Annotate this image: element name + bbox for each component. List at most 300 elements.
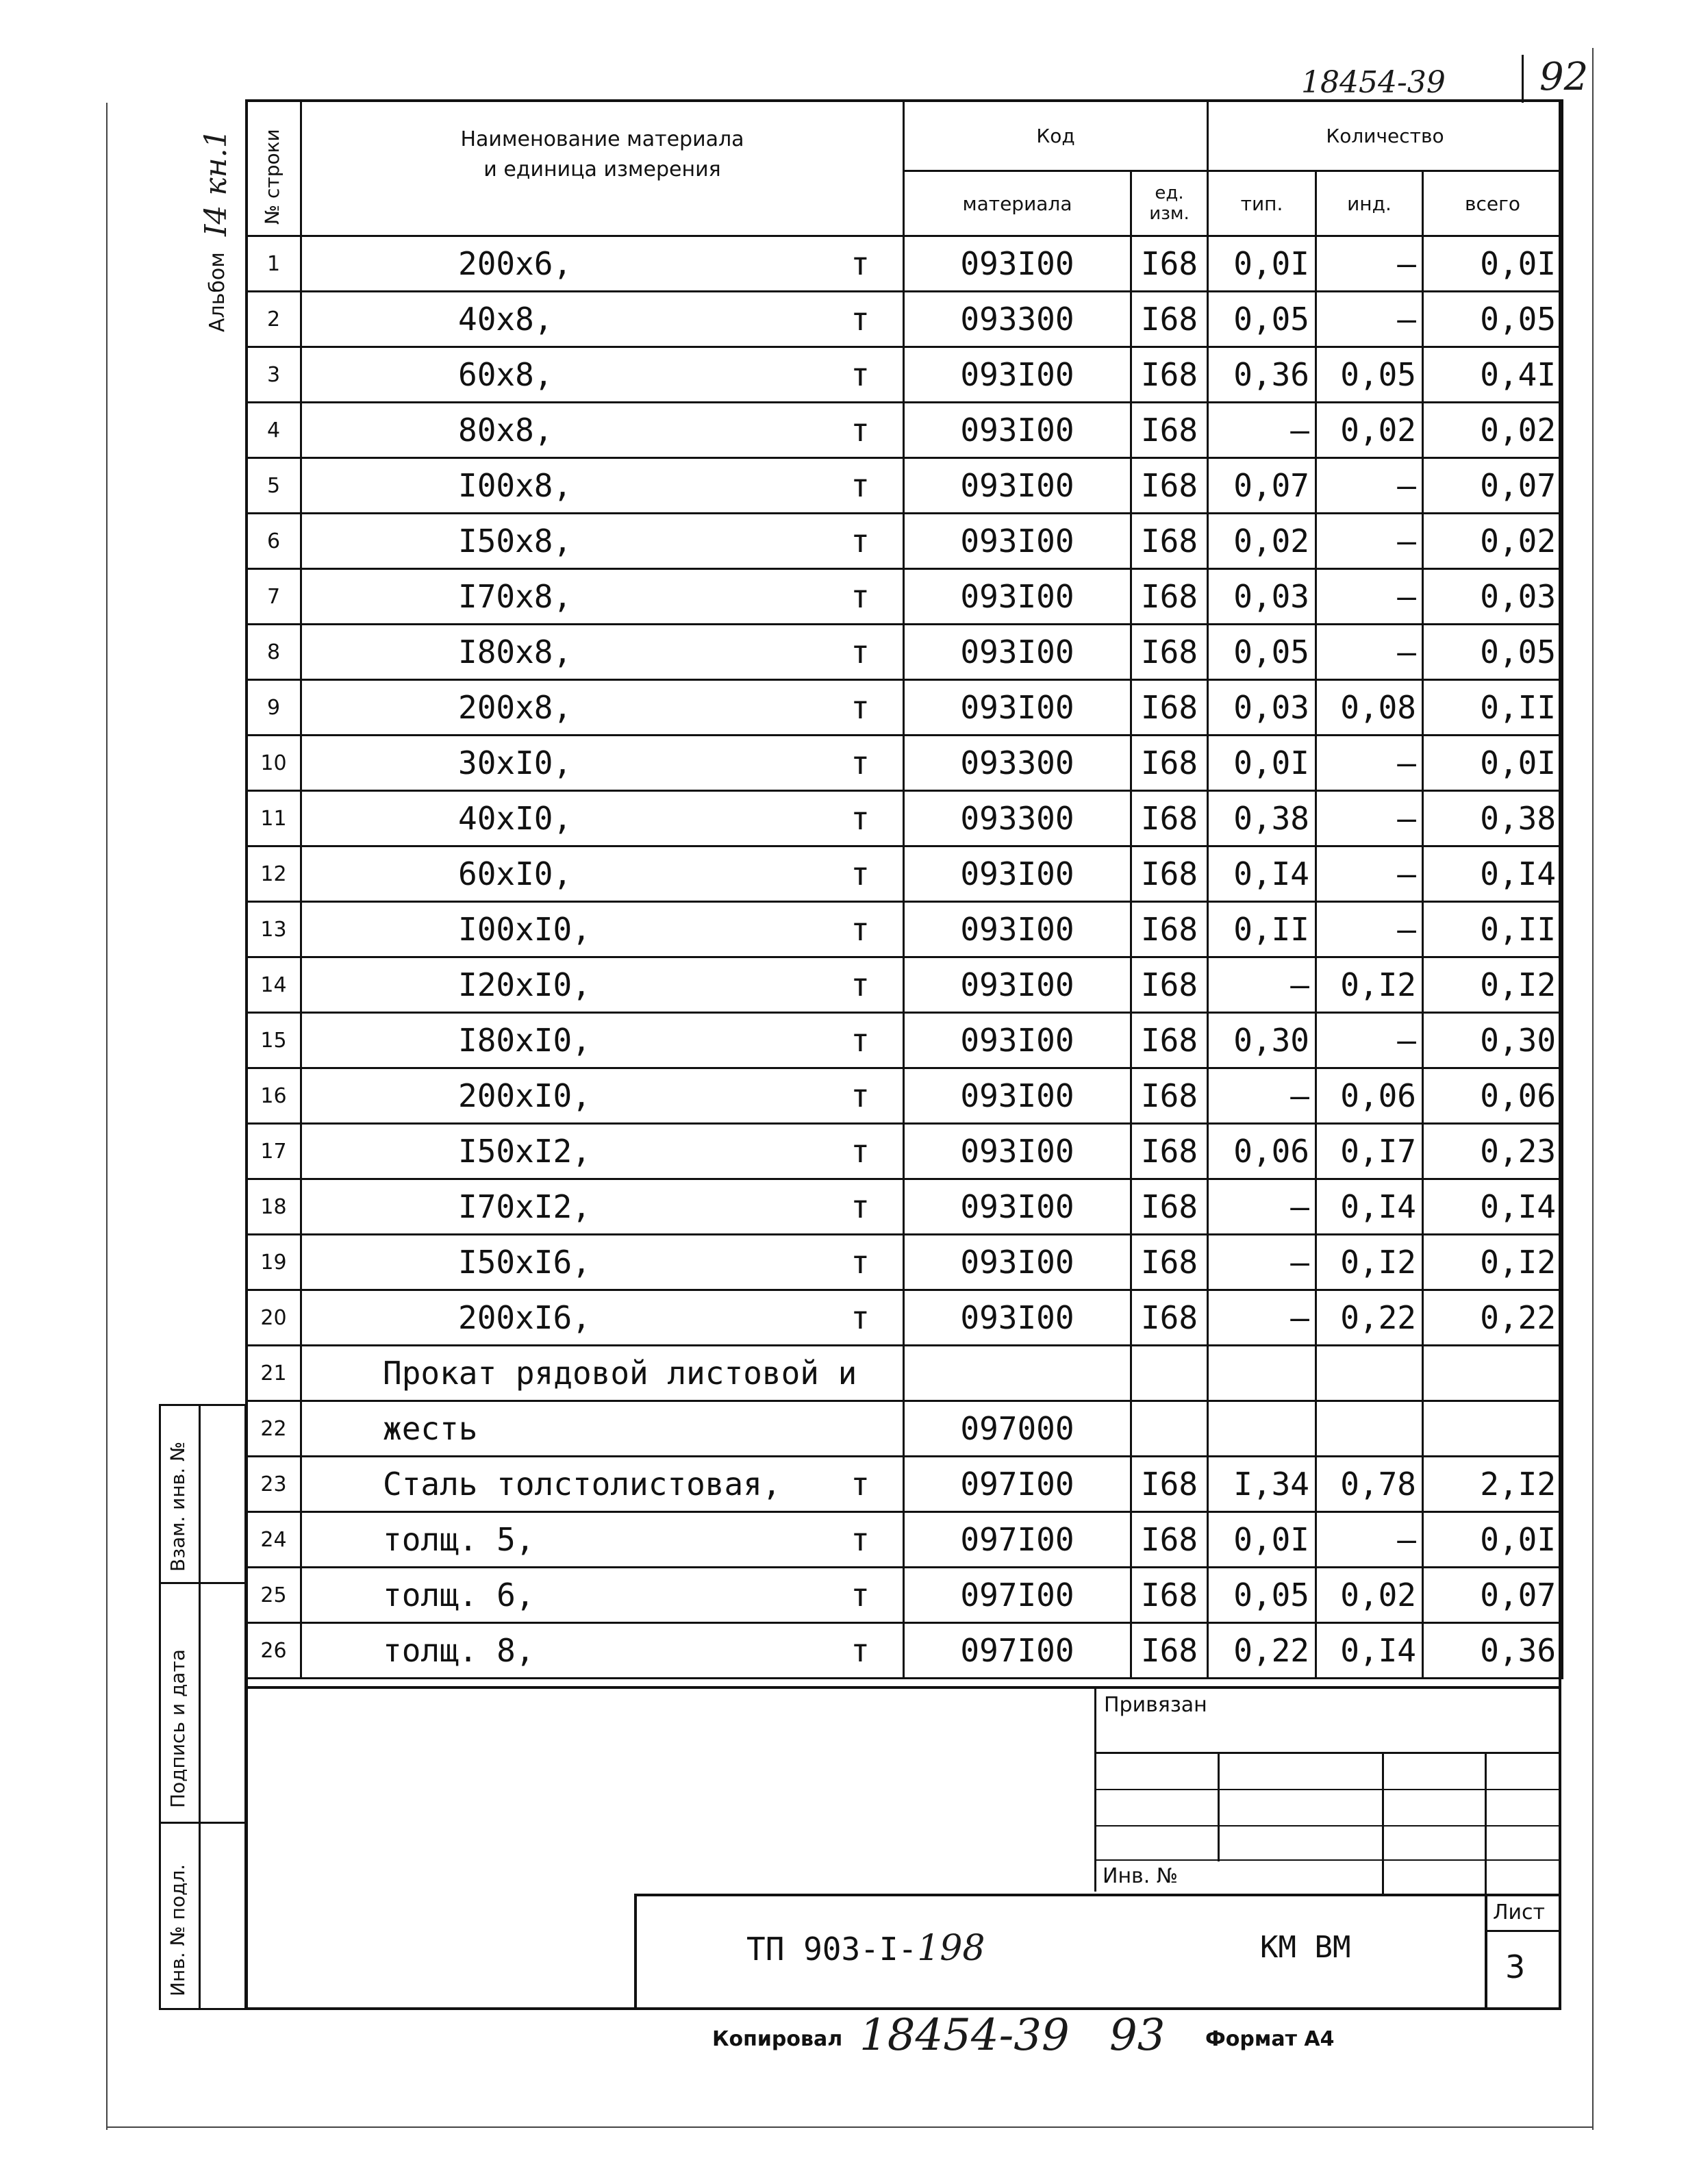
unit-of-measure: т [851,578,870,615]
row-number: 7 [247,569,301,625]
qty-total: 0,23 [1423,1124,1563,1179]
table-row [247,236,1563,292]
qty-typ: – [1208,1179,1316,1235]
unit-of-measure: т [851,966,870,1003]
row-number: 25 [247,1568,301,1623]
material-code: 093I00 [904,347,1131,403]
qty-ind: – [1316,292,1423,347]
row-number: 21 [247,1346,301,1401]
unit-of-measure: т [851,356,870,393]
privyazan-vline-3 [1485,1752,1487,1896]
unit-code: I68 [1131,1512,1208,1568]
privyazan-vline-1 [1218,1752,1220,1861]
unit-of-measure: т [851,245,870,282]
qty-ind: 0,I2 [1316,1235,1423,1290]
privyazan-line-3 [1094,1825,1561,1827]
table-row [247,1013,1563,1068]
row-number: 1 [247,236,301,292]
qty-total: 0,05 [1423,625,1563,680]
material-name-cell [301,1346,904,1401]
qty-total: 0,0I [1423,1512,1563,1568]
unit-code: I68 [1131,569,1208,625]
material-name-cell [301,1068,904,1124]
unit-code: I68 [1131,347,1208,403]
material-name-cell [301,347,904,403]
material-name-cell [301,902,904,957]
material-name-cell [301,1235,904,1290]
material-name: I80xI0, [458,1022,591,1059]
qty-total: 0,07 [1423,1568,1563,1623]
material-name-cell [301,403,904,458]
doc-code-handwritten: 18454-39 [1301,65,1446,100]
unit-of-measure: т [851,523,870,560]
material-code: 093I00 [904,403,1131,458]
table-row [247,292,1563,347]
row-number: 26 [247,1623,301,1679]
qty-typ: – [1208,403,1316,458]
material-name-cell [301,458,904,514]
row-number: 20 [247,1290,301,1346]
unit-of-measure: т [851,744,870,781]
row-number: 23 [247,1457,301,1512]
code-group-header: Код [904,101,1208,171]
unit-code: I68 [1131,680,1208,736]
row-number: 16 [247,1068,301,1124]
row-number: 10 [247,736,301,791]
qty-typ: – [1208,957,1316,1013]
qty-total: 0,I2 [1423,957,1563,1013]
unit-code: I68 [1131,1568,1208,1623]
unit-code: I68 [1131,1124,1208,1179]
side-stamp-hline-2 [159,1822,247,1824]
row-number: 13 [247,902,301,957]
qty-ind: – [1316,736,1423,791]
material-code: 097I00 [904,1623,1131,1679]
material-code: 093300 [904,292,1131,347]
qty-ind: 0,02 [1316,1568,1423,1623]
material-code: 093I00 [904,236,1131,292]
qty-ind: 0,22 [1316,1290,1423,1346]
qty-ind: 0,02 [1316,403,1423,458]
unit-code: I68 [1131,625,1208,680]
code-material-header: материала [904,171,1131,236]
qty-total: 0,07 [1423,458,1563,514]
side-stamp-hline-1 [159,1582,247,1584]
material-code: 097I00 [904,1457,1131,1512]
qty-typ: 0,36 [1208,347,1316,403]
qty-ind: – [1316,791,1423,846]
material-name-cell [301,569,904,625]
table-row [247,1512,1563,1568]
material-code: 093I00 [904,1290,1131,1346]
material-name-cell [301,1179,904,1235]
material-name: 200xI0, [458,1077,591,1114]
unit-of-measure: т [851,301,870,338]
qty-ind: – [1316,1512,1423,1568]
qty-ind: – [1316,236,1423,292]
materials-table [245,99,1563,1679]
qty-typ: – [1208,1235,1316,1290]
unit-code: I68 [1131,1290,1208,1346]
header-row-1 [247,101,1563,171]
material-name: толщ. 6, [383,1577,535,1614]
table-row [247,1290,1563,1346]
material-name-cell [301,1512,904,1568]
material-code: 093I00 [904,1179,1131,1235]
qty-ind: 0,I2 [1316,957,1423,1013]
unit-of-measure: т [851,1133,870,1170]
material-name-cell [301,1290,904,1346]
qty-typ: – [1208,1290,1316,1346]
qty-typ: 0,05 [1208,625,1316,680]
material-code: 093I00 [904,1124,1131,1179]
qty-typ: 0,0I [1208,236,1316,292]
qty-total: 0,38 [1423,791,1563,846]
material-name-cell [301,625,904,680]
table-row [247,1235,1563,1290]
unit-of-measure: т [851,1521,870,1558]
qty-total: 0,05 [1423,292,1563,347]
material-name: 60x8, [458,356,553,393]
material-name: I00xI0, [458,911,591,948]
unit-of-measure: т [851,633,870,670]
copied-number: 18454-39 [859,2010,1070,2061]
privyazan-vline-2 [1382,1752,1384,1896]
qty-ind: – [1316,458,1423,514]
qty-typ: 0,0I [1208,1512,1316,1568]
table-row [247,458,1563,514]
table-body [247,236,1563,1679]
qty-ind-header: инд. [1316,171,1423,236]
material-name-cell [301,1124,904,1179]
row-number: 14 [247,957,301,1013]
row-number: 12 [247,846,301,902]
material-code: 093300 [904,791,1131,846]
table-row [247,1124,1563,1179]
material-name: I50xI6, [458,1244,591,1281]
qty-total: 0,I4 [1423,846,1563,902]
material-name: 40x8, [458,301,553,338]
scan-edge-bottom [106,2126,1592,2128]
format-label: Формат А4 [1205,2027,1335,2051]
table-row [247,1568,1563,1623]
unit-code: I68 [1131,1235,1208,1290]
material-code: 093I00 [904,569,1131,625]
privyazan-line-1 [1094,1752,1561,1754]
table-row [247,791,1563,846]
qty-total: 0,02 [1423,403,1563,458]
qty-total: 0,I2 [1423,1235,1563,1290]
book-label: I4 кн.1 [199,129,234,236]
qty-total: 0,03 [1423,569,1563,625]
side-stamp-inv-podl: Инв. № подл. [166,1863,189,1996]
inv-no-label: Инв. № [1103,1864,1179,1888]
designation-prefix: ТП 903-I- [746,1931,918,1968]
material-name: I70x8, [458,578,572,615]
unit-of-measure: т [851,1632,870,1669]
qty-ind: 0,I7 [1316,1124,1423,1179]
material-name-cell [301,292,904,347]
material-code: 097I00 [904,1512,1131,1568]
qty-typ: 0,0I [1208,736,1316,791]
qty-ind: – [1316,569,1423,625]
scan-edge-left [106,103,108,2130]
unit-of-measure: т [851,1022,870,1059]
unit-code: I68 [1131,1179,1208,1235]
qty-ind: 0,I4 [1316,1179,1423,1235]
qty-total: 0,30 [1423,1013,1563,1068]
material-name-cell [301,1623,904,1679]
table-row [247,846,1563,902]
side-stamp-vzam: Взам. инв. № [166,1441,189,1572]
unit-of-measure: т [851,1244,870,1281]
material-name: толщ. 8, [383,1632,535,1669]
qty-ind: – [1316,1013,1423,1068]
qty-typ: – [1208,1068,1316,1124]
material-name: I20xI0, [458,966,591,1003]
qty-typ: 0,22 [1208,1623,1316,1679]
table-row [247,569,1563,625]
table-row [247,347,1563,403]
table-row [247,625,1563,680]
designation-suffix: 198 [917,1928,985,1969]
qty-ind [1316,1346,1423,1401]
row-number: 8 [247,625,301,680]
material-code: 093I00 [904,846,1131,902]
row-number: 11 [247,791,301,846]
material-code: 093I00 [904,625,1131,680]
material-code: 097I00 [904,1568,1131,1623]
material-code: 093I00 [904,514,1131,569]
unit-code [1131,1401,1208,1457]
qty-group-header: Количество [1208,101,1563,171]
copied-page: 93 [1109,2010,1166,2061]
table-row [247,957,1563,1013]
qty-typ: 0,03 [1208,680,1316,736]
material-name-cell [301,736,904,791]
unit-code [1131,1346,1208,1401]
row-number: 22 [247,1401,301,1457]
qty-total: 0,0I [1423,236,1563,292]
material-name: толщ. 5, [383,1521,535,1558]
qty-total: 0,II [1423,680,1563,736]
page-number: 92 [1539,55,1589,99]
qty-ind: – [1316,514,1423,569]
qty-typ: 0,I4 [1208,846,1316,902]
qty-typ: 0,06 [1208,1124,1316,1179]
material-name-cell [301,791,904,846]
material-name-cell [301,846,904,902]
qty-ind: – [1316,846,1423,902]
material-code: 097000 [904,1401,1131,1457]
unit-of-measure: т [851,1466,870,1503]
album-label: Альбом [205,252,229,332]
table-row [247,1068,1563,1124]
material-code: 093I00 [904,902,1131,957]
material-name: 40xI0, [458,800,572,837]
material-name: 200x6, [458,245,572,282]
material-name: I70xI2, [458,1188,591,1225]
unit-code: I68 [1131,1623,1208,1679]
unit-code: I68 [1131,957,1208,1013]
unit-code: I68 [1131,1068,1208,1124]
qty-ind: – [1316,902,1423,957]
material-name-cell [301,1401,904,1457]
table-row [247,1346,1563,1401]
qty-total: 0,36 [1423,1623,1563,1679]
material-name-cell [301,1013,904,1068]
qty-typ-header: тип. [1208,171,1316,236]
privyazan-line-2 [1094,1789,1561,1790]
qty-total: 0,I4 [1423,1179,1563,1235]
qty-total: 2,I2 [1423,1457,1563,1512]
unit-code: I68 [1131,1013,1208,1068]
unit-code: I68 [1131,458,1208,514]
table-row [247,514,1563,569]
unit-code: I68 [1131,403,1208,458]
row-number: 17 [247,1124,301,1179]
row-number: 15 [247,1013,301,1068]
material-name: 200x8, [458,689,572,726]
unit-of-measure: т [851,1299,870,1336]
row-number: 3 [247,347,301,403]
qty-typ: 0,05 [1208,1568,1316,1623]
material-code: 093I00 [904,1235,1131,1290]
qty-total: 0,II [1423,902,1563,957]
material-code [904,1346,1131,1401]
designation [746,1928,985,1969]
material-name: I50x8, [458,523,572,560]
table-row [247,1457,1563,1512]
side-stamp-vline [199,1404,201,2010]
qty-typ: 0,02 [1208,514,1316,569]
row-num-header [247,101,301,236]
name-header: Наименование материала и единица измерения [301,101,904,236]
unit-of-measure: т [851,911,870,948]
material-name: 60xI0, [458,855,572,892]
qty-typ [1208,1346,1316,1401]
qty-total: 0,0I [1423,736,1563,791]
unit-code: I68 [1131,791,1208,846]
row-number: 6 [247,514,301,569]
table-row [247,403,1563,458]
row-number: 5 [247,458,301,514]
qty-typ: 0,II [1208,902,1316,957]
row-number: 24 [247,1512,301,1568]
unit-of-measure: т [851,1188,870,1225]
qty-typ: 0,30 [1208,1013,1316,1068]
table-row [247,1179,1563,1235]
qty-total: 0,06 [1423,1068,1563,1124]
material-code: 093300 [904,736,1131,791]
material-name-cell [301,680,904,736]
row-number: 19 [247,1235,301,1290]
row-number: 18 [247,1179,301,1235]
material-name: Прокат рядовой листовой и [383,1355,857,1392]
qty-ind: 0,06 [1316,1068,1423,1124]
code-unit-header: ед. изм. [1131,171,1208,236]
material-name: 200xI6, [458,1299,591,1336]
material-code: 093I00 [904,957,1131,1013]
unit-of-measure: т [851,1577,870,1614]
table-row [247,1623,1563,1679]
qty-typ: I,34 [1208,1457,1316,1512]
sheet-number: 3 [1505,1948,1526,1985]
qty-ind: 0,08 [1316,680,1423,736]
qty-typ: 0,05 [1208,292,1316,347]
unit-of-measure: т [851,1077,870,1114]
qty-ind: – [1316,625,1423,680]
qty-total-header: всего [1423,171,1563,236]
qty-total: 0,4I [1423,347,1563,403]
material-code: 093I00 [904,1013,1131,1068]
unit-code: I68 [1131,1457,1208,1512]
row-number: 2 [247,292,301,347]
material-name: 80x8, [458,412,553,449]
unit-code: I68 [1131,846,1208,902]
qty-typ [1208,1401,1316,1457]
table-row [247,736,1563,791]
unit-code: I68 [1131,514,1208,569]
material-name-cell [301,236,904,292]
material-code: 093I00 [904,680,1131,736]
page-number-divider [1522,55,1524,103]
scan-edge-right [1592,48,1594,2130]
unit-of-measure: т [851,689,870,726]
qty-ind: 0,05 [1316,347,1423,403]
row-number: 4 [247,403,301,458]
qty-typ: 0,07 [1208,458,1316,514]
qty-ind: 0,I4 [1316,1623,1423,1679]
qty-total [1423,1346,1563,1401]
unit-of-measure: т [851,855,870,892]
unit-code: I68 [1131,902,1208,957]
table-row [247,902,1563,957]
sheet-label-line [1485,1930,1561,1932]
unit-code: I68 [1131,292,1208,347]
row-num-header-label: № строки [261,129,284,225]
unit-of-measure: т [851,412,870,449]
material-name: I80x8, [458,633,572,670]
qty-ind [1316,1401,1423,1457]
drawing-mark: КМ ВМ [1260,1930,1351,1965]
qty-total [1423,1401,1563,1457]
material-name: Сталь толстолистовая, [383,1466,781,1503]
material-name-cell [301,1457,904,1512]
table-row [247,1401,1563,1457]
unit-of-measure: т [851,467,870,504]
copied-label: Копировал [712,2027,843,2051]
unit-of-measure: т [851,800,870,837]
privyazan-line-4 [1094,1859,1561,1861]
sheet-divider [1485,1894,1487,2010]
material-name-cell [301,957,904,1013]
sheet-label: Лист [1493,1900,1546,1924]
qty-typ: 0,38 [1208,791,1316,846]
material-code: 093I00 [904,1068,1131,1124]
side-stamp-podpis: Подпись и дата [166,1649,189,1808]
material-name-cell [301,514,904,569]
qty-total: 0,02 [1423,514,1563,569]
qty-total: 0,22 [1423,1290,1563,1346]
material-name: I00x8, [458,467,572,504]
material-name: жесть [383,1410,478,1447]
privyazan-label: Привязан [1104,1693,1207,1717]
qty-typ: 0,03 [1208,569,1316,625]
material-code: 093I00 [904,458,1131,514]
row-number: 9 [247,680,301,736]
unit-code: I68 [1131,236,1208,292]
